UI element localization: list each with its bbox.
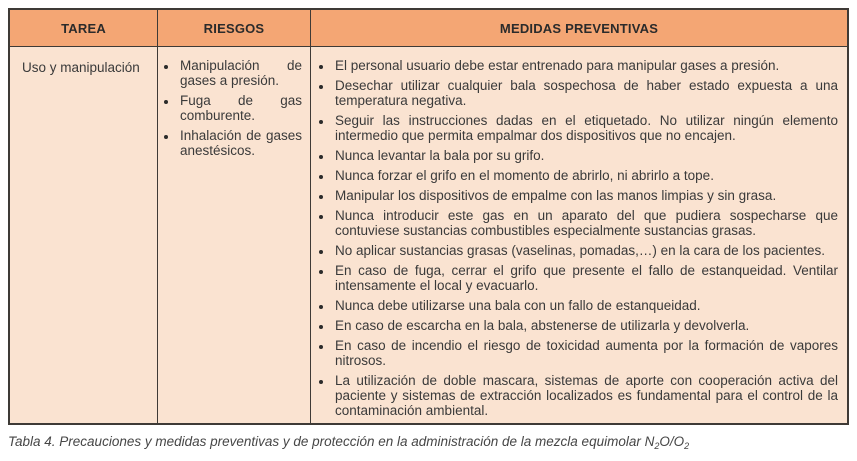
- medida-item: • Desechar utilizar cualquier bala sospechosa de haber estado expuesta a una temperatura negativa.: [333, 78, 838, 108]
- medida-item: • Manipular los dispositivos de empalme con las manos limpias y sin grasa.: [333, 188, 838, 203]
- medida-item: • La utilización de doble mascara, sistemas de aporte con cooperación activa del paciente y sistemas de extracción localizados es fundamental para el control de la contaminación ambiental.: [333, 373, 838, 418]
- caption-subscript-n2: 2: [654, 441, 660, 451]
- medida-item: • El personal usuario debe estar entrenado para manipular gases a presión.: [333, 58, 838, 73]
- column-header-medidas-preventivas: MEDIDAS PREVENTIVAS: [311, 10, 847, 47]
- medida-item: • En caso de fuga, cerrar el grifo que presente el fallo de estanqueidad. Ventilar intensamente el local y evacuarlo.: [333, 263, 838, 293]
- medidas-list: [317, 58, 838, 418]
- riesgo-item: • Manipulación de gases a presión.: [178, 58, 302, 88]
- cell-tarea: [10, 47, 158, 423]
- medida-item: • No aplicar sustancias grasas (vaselinas, pomadas,…) en la cara de los pacientes.: [333, 243, 838, 258]
- medida-item: • Nunca levantar la bala por su grifo.: [333, 148, 838, 163]
- medida-item: • Nunca debe utilizarse una bala con un fallo de estanqueidad.: [333, 298, 838, 313]
- riesgos-list: [162, 58, 302, 158]
- caption-subscript-o2: 2: [684, 441, 690, 451]
- riesgo-item: • Fuga de gas comburente.: [178, 93, 302, 123]
- medida-item: • Nunca introducir este gas en un aparato del que pudiera sospecharse que contuviese sustancias combustibles especialmente sustancias grasas.: [333, 208, 838, 238]
- medida-item: • En caso de incendio el riesgo de toxicidad aumenta por la formación de vapores nitrosos.: [333, 338, 838, 368]
- caption-text-mid: O/O: [659, 434, 685, 449]
- column-header-tarea: TAREA: [10, 10, 158, 47]
- cell-medidas-preventivas: [311, 47, 847, 423]
- medida-item: • En caso de escarcha en la bala, abstenerse de utilizarla y devolverla.: [333, 318, 838, 333]
- precautions-table: [8, 8, 849, 425]
- column-header-riesgos: RIESGOS: [158, 10, 311, 47]
- cell-riesgos: [158, 47, 311, 423]
- caption-text-main: Tabla 4. Precauciones y medidas preventivas y de protección en la administración de la mezcla equimolar N: [8, 434, 655, 449]
- tarea-text: Uso y manipulación: [22, 60, 140, 75]
- table-caption: [8, 434, 689, 449]
- medida-item: • Nunca forzar el grifo en el momento de abrirlo, ni abrirlo a tope.: [333, 168, 838, 183]
- riesgo-item: • Inhalación de gases anestésicos.: [178, 128, 302, 158]
- medida-item: • Seguir las instrucciones dadas en el etiquetado. No utilizar ningún elemento intermedio que permita empalmar dos dispositivos que no encajen.: [333, 113, 838, 143]
